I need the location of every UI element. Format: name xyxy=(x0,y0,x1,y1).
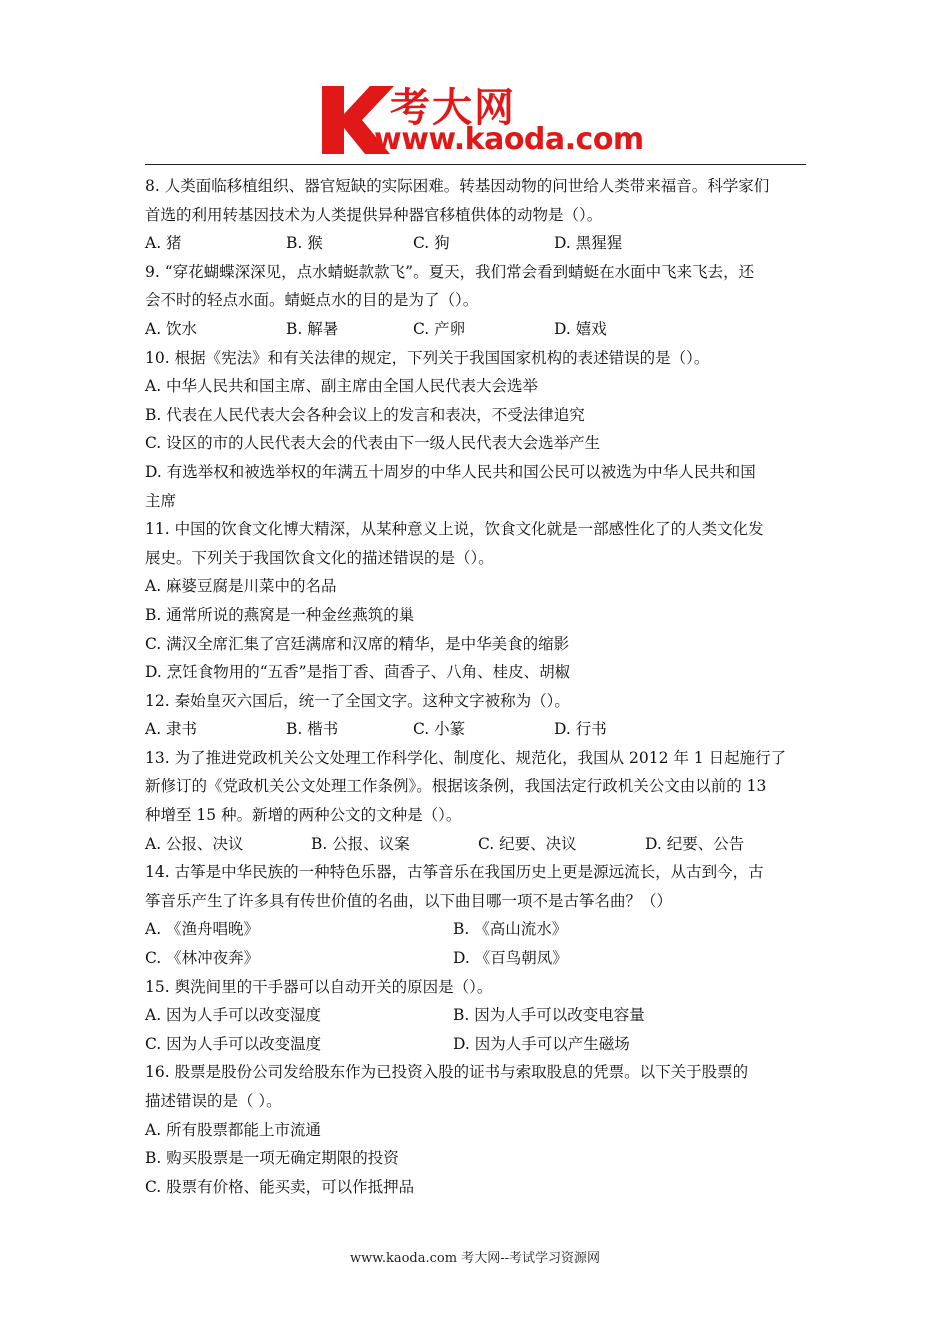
question-14-options-row-1 xyxy=(145,915,807,944)
header-divider xyxy=(145,164,806,165)
option-a: A. 隶书 xyxy=(145,720,198,739)
option-a: A. 因为人手可以改变湿度 xyxy=(145,1006,322,1025)
question-15-options-row-2 xyxy=(145,1030,807,1059)
option-d: D. 行书 xyxy=(554,720,607,739)
question-8-options xyxy=(145,229,807,258)
option-d: D. 因为人手可以产生磁场 xyxy=(453,1034,630,1053)
question-10-line-1: 10. 根据《宪法》和有关法律的规定，下列关于我国国家机构的表述错误的是（）。 xyxy=(145,348,710,367)
question-14-line-2: 筝音乐产生了许多具有传世价值的名曲，以下曲目哪一项不是古筝名曲？（） xyxy=(145,891,673,910)
option-d: D. 《百鸟朝凤》 xyxy=(453,949,568,968)
question-13-line-2: 新修订的《党政机关公文处理工作条例》。根据该条例，我国法定行政机关公文由以前的 13 xyxy=(145,777,767,796)
question-9-options xyxy=(145,315,807,344)
option-b: B. 《高山流水》 xyxy=(453,920,568,939)
question-16-line-1: 16. 股票是股份公司发给股东作为已投资入股的证书与索取股息的凭票。以下关于股票的 xyxy=(145,1063,749,1082)
option-a: A. 猪 xyxy=(145,234,182,253)
question-12-options xyxy=(145,715,807,744)
option-a: A. 麻婆豆腐是川菜中的名品 xyxy=(145,577,337,596)
option-d: D. 烹饪食物用的“五香”是指丁香、茴香子、八角、桂皮、胡椒 xyxy=(145,663,571,682)
option-c: C. 满汉全席汇集了宫廷满席和汉席的精华，是中华美食的缩影 xyxy=(145,634,570,653)
option-a: A. 饮水 xyxy=(145,319,198,338)
option-c: C. 狗 xyxy=(413,234,450,253)
option-c: C. 因为人手可以改变温度 xyxy=(145,1034,322,1053)
page-footer: www.kaoda.com 考大网--考试学习资源网 xyxy=(350,1251,600,1266)
option-a: A. 公报、决议 xyxy=(145,834,244,853)
option-d: D. 黑猩猩 xyxy=(554,234,623,253)
option-c: C. 小篆 xyxy=(413,720,466,739)
option-c: C. 产卵 xyxy=(413,319,466,338)
option-b: B. 购买股票是一项无确定期限的投资 xyxy=(145,1149,399,1168)
question-13-line-1: 13. 为了推进党政机关公文处理工作科学化、制度化、规范化，我国从 2012 年 1 日起施行了 xyxy=(145,748,787,767)
option-b: B. 猴 xyxy=(286,234,323,253)
option-a: A. 《渔舟唱晚》 xyxy=(145,920,260,939)
option-c: C. 纪要、决议 xyxy=(478,834,577,853)
option-b: B. 楷书 xyxy=(286,720,339,739)
question-9-line-1: 9. “穿花蝴蝶深深见，点水蜻蜓款款飞”。夏天，我们常会看到蜻蜓在水面中飞来飞去，还 xyxy=(145,262,755,281)
option-c: C. 设区的市的人民代表大会的代表由下一级人民代表大会选举产生 xyxy=(145,434,601,453)
kaoda-logo[interactable] xyxy=(318,78,648,160)
option-b: B. 代表在人民代表大会各种会议上的发言和表决，不受法律追究 xyxy=(145,405,585,424)
question-13-line-3: 种增至 15 种。新增的两种公文的文种是（）。 xyxy=(145,806,462,825)
question-16-line-2: 描述错误的是（ ）。 xyxy=(145,1092,282,1110)
question-14-options-row-2 xyxy=(145,944,807,973)
option-d: D. 有选举权和被选举权的年满五十周岁的中华人民共和国公民可以被选为中华人民共和国 xyxy=(145,462,756,481)
option-d: D. 嬉戏 xyxy=(554,319,607,338)
question-12-line-1: 12. 秦始皇灭六国后，统一了全国文字。这种文字被称为（）。 xyxy=(145,691,570,710)
question-15-options-row-1 xyxy=(145,1001,807,1030)
option-c: C. 股票有价格、能买卖，可以作抵押品 xyxy=(145,1177,415,1196)
option-b: B. 公报、议案 xyxy=(311,834,410,853)
question-8-line-1: 8. 人类面临移植组织、器官短缺的实际困难。转基因动物的问世给人类带来福音。科学家们 xyxy=(145,177,770,195)
question-8-line-2: 首选的利用转基因技术为人类提供异种器官移植供体的动物是（）。 xyxy=(145,205,603,224)
question-14-line-1: 14. 古筝是中华民族的一种特色乐器，古筝音乐在我国历史上更是源远流长，从古到今，古 xyxy=(145,863,764,882)
option-b: B. 通常所说的燕窝是一种金丝燕筑的巢 xyxy=(145,605,415,624)
question-11-line-1: 11. 中国的饮食文化博大精深，从某种意义上说，饮食文化就是一部感性化了的人类文化发 xyxy=(145,520,764,539)
question-11-line-2: 展史。下列关于我国饮食文化的描述错误的是（）。 xyxy=(145,548,494,567)
option-d-continued: 主席 xyxy=(145,491,177,510)
question-15-line-1: 15. 舆洗间里的干手器可以自动开关的原因是（）。 xyxy=(145,977,493,996)
option-d: D. 纪要、公告 xyxy=(645,834,745,853)
option-b: B. 解暑 xyxy=(286,319,339,338)
page-header xyxy=(0,0,950,166)
logo-url: www.kaoda.com xyxy=(374,122,644,157)
question-list xyxy=(145,172,807,1201)
question-9-line-2: 会不时的轻点水面。蜻蜓点水的目的是为了（）。 xyxy=(145,291,479,310)
option-a: A. 中华人民共和国主席、副主席由全国人民代表大会选举 xyxy=(145,377,539,396)
logo-title: 考大网 xyxy=(390,85,516,131)
option-c: C. 《林冲夜奔》 xyxy=(145,949,260,968)
option-a: A. 所有股票都能上市流通 xyxy=(145,1120,322,1139)
question-13-options xyxy=(145,830,807,859)
option-b: B. 因为人手可以改变电容量 xyxy=(453,1006,645,1025)
